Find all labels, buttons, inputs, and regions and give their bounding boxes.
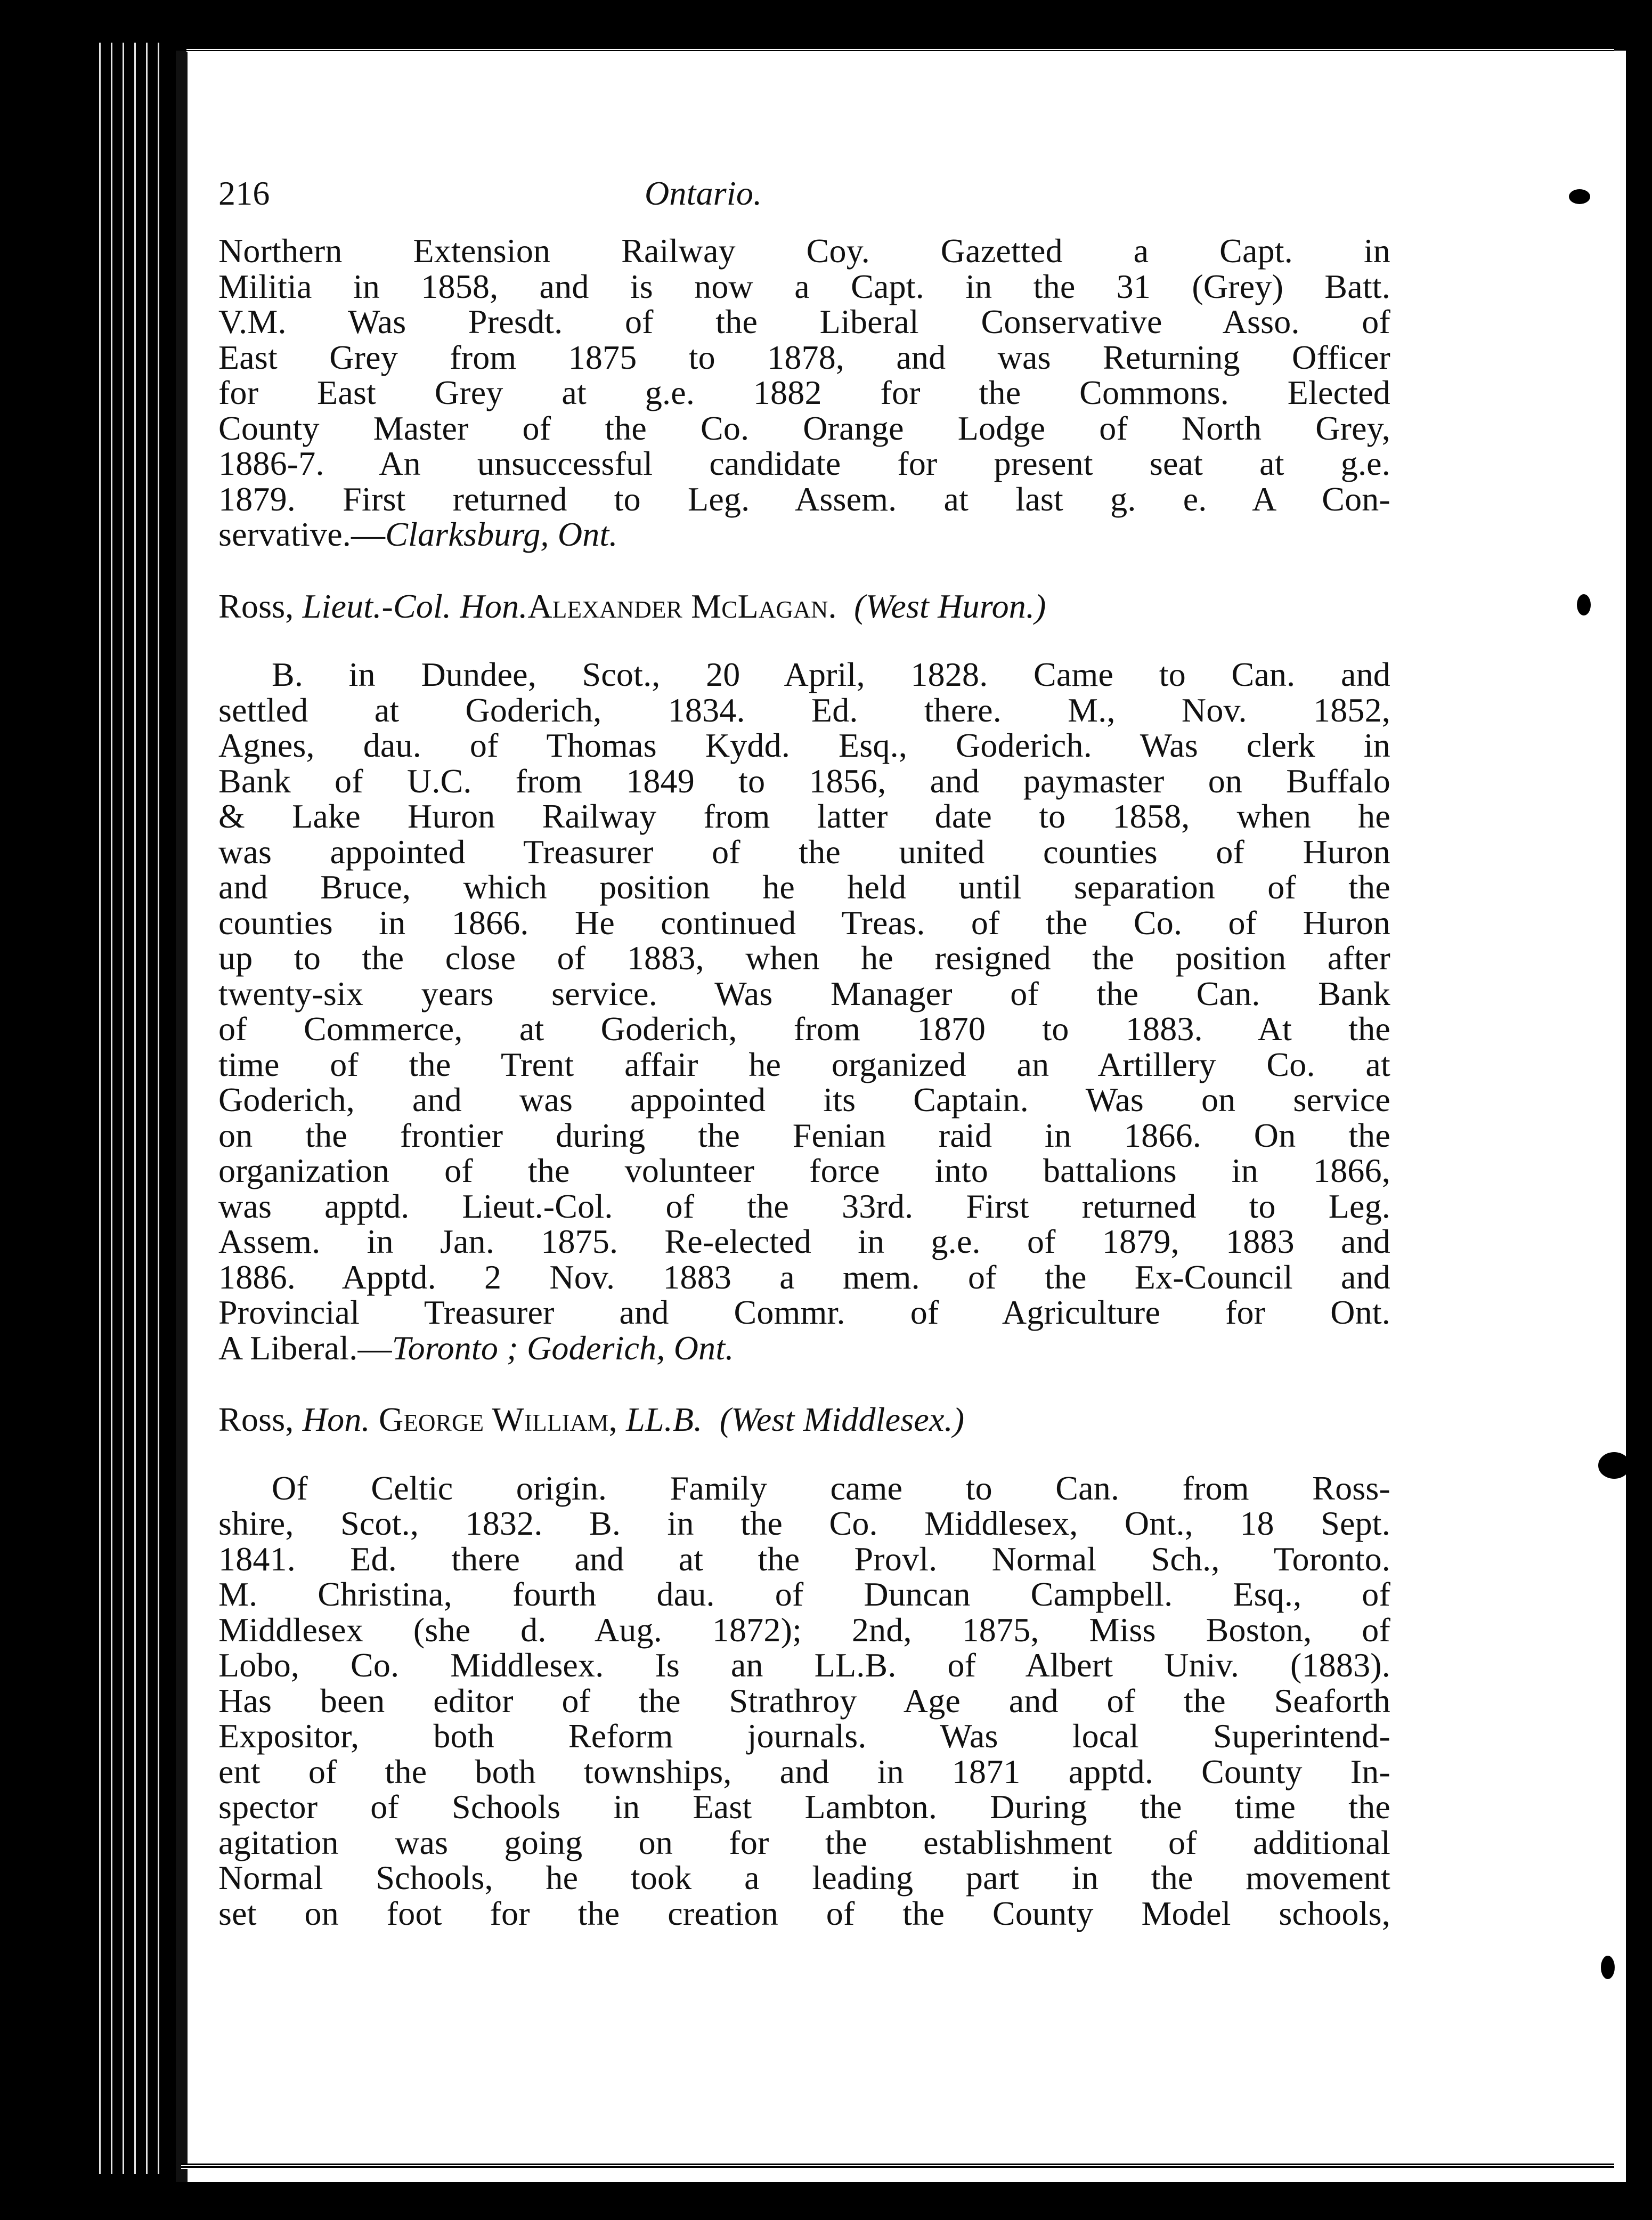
margin-mark-icon bbox=[1577, 594, 1591, 615]
degree: LL.B. bbox=[626, 1400, 703, 1438]
honorific: Lieut.-Col. Hon. bbox=[302, 587, 528, 625]
text-line bbox=[218, 517, 1390, 553]
text-line: B. in Dundee, Scot., 20 April, 1828. Came to Can. and bbox=[272, 655, 1390, 693]
text-line: M. Christina, fourth dau. of Duncan Campbell. Esq., of bbox=[218, 1575, 1390, 1613]
text-line: Northern Extension Railway Coy. Gazetted a Capt. in bbox=[218, 232, 1390, 270]
margin-mark-icon bbox=[1601, 1956, 1615, 1979]
entry-body-ross-george bbox=[218, 1471, 1390, 1932]
text-line: counties in 1866. He continued Treas. of the Co. of Huron bbox=[218, 903, 1390, 942]
text-line: up to the close of 1883, when he resigned the position after bbox=[218, 939, 1390, 977]
page-header bbox=[218, 176, 1390, 213]
page-text bbox=[218, 176, 1390, 1931]
running-head: Ontario. bbox=[645, 174, 762, 212]
bottom-rule bbox=[181, 2164, 1614, 2169]
text-line: County Master of the Co. Orange Lodge of North Grey, bbox=[218, 409, 1390, 447]
continuation-paragraph bbox=[218, 233, 1390, 553]
text-line: Assem. in Jan. 1875. Re-elected in g.e. of 1879, 1883 and bbox=[218, 1222, 1390, 1260]
text-line: of Commerce, at Goderich, from 1870 to 1883. At the bbox=[218, 1010, 1390, 1048]
entry-heading-ross-alexander bbox=[218, 589, 1390, 625]
text-line: settled at Goderich, 1834. Ed. there. M., Nov. 1852, bbox=[218, 691, 1390, 729]
text-line: & Lake Huron Railway from latter date to 1858, when he bbox=[218, 797, 1390, 835]
page-number: 216 bbox=[218, 174, 270, 212]
text-line: time of the Trent affair he organized an Artillery Co. at bbox=[218, 1045, 1390, 1083]
text-line: Lobo, Co. Middlesex. Is an LL.B. of Albert Univ. (1883). bbox=[218, 1646, 1390, 1684]
text-line: Militia in 1858, and is now a Capt. in the 31 (Grey) Batt. bbox=[218, 267, 1390, 305]
entry-heading-ross-george bbox=[218, 1402, 1390, 1438]
text-line: V.M. Was Presdt. of the Liberal Conservative Asso. of bbox=[218, 303, 1390, 341]
text-line: was appointed Treasurer of the united counties of Huron bbox=[218, 832, 1390, 871]
text-line: Provincial Treasurer and Commr. of Agriculture for Ont. bbox=[218, 1293, 1390, 1331]
text-line: on the frontier during the Fenian raid in 1866. On the bbox=[218, 1116, 1390, 1154]
text-line: Agnes, dau. of Thomas Kydd. Esq., Goderich. Was clerk in bbox=[218, 726, 1390, 764]
text-line: Middlesex (she d. Aug. 1872); 2nd, 1875, Miss Boston, of bbox=[218, 1610, 1390, 1649]
text-line: set on foot for the creation of the County Model schools, bbox=[218, 1894, 1390, 1932]
text-line: shire, Scot., 1832. B. in the Co. Middlesex, Ont., 18 Sept. bbox=[218, 1504, 1390, 1542]
text-line: Goderich, and was appointed its Captain. Was on service bbox=[218, 1081, 1390, 1119]
text-plain: servative.— bbox=[218, 515, 386, 553]
text-plain: A Liberal.— bbox=[218, 1328, 392, 1367]
text-line: 1886-7. An unsuccessful candidate for present seat at g.e. bbox=[218, 444, 1390, 482]
text-line: Of Celtic origin. Family came to Can. from Ross- bbox=[272, 1469, 1390, 1507]
text-line: spector of Schools in East Lambton. During the time the bbox=[218, 1788, 1390, 1826]
entry-body-ross-alexander bbox=[218, 657, 1390, 1366]
text-line: Normal Schools, he took a leading part in the movement bbox=[218, 1859, 1390, 1897]
text-line: Bank of U.C. from 1849 to 1856, and paymaster on Buffalo bbox=[218, 761, 1390, 800]
margin-mark-icon bbox=[1569, 189, 1590, 204]
text-line: and Bruce, which position he held until separation of the bbox=[218, 868, 1390, 906]
given-names: Alexander McLagan. bbox=[527, 587, 837, 625]
riding: (West Middlesex.) bbox=[719, 1400, 965, 1438]
honorific: Hon. bbox=[302, 1400, 370, 1438]
margin-mark-icon bbox=[1598, 1452, 1630, 1479]
top-rule bbox=[186, 48, 1614, 52]
text-line: was apptd. Lieut.-Col. of the 33rd. First returned to Leg. bbox=[218, 1187, 1390, 1225]
text-line: organization of the volunteer force into battalions in 1866, bbox=[218, 1152, 1390, 1189]
text-line: Expositor, both Reform journals. Was local Superintend- bbox=[218, 1717, 1390, 1755]
text-line: agitation was going on for the establishment of additional bbox=[218, 1823, 1390, 1861]
residence: Clarksburg, Ont. bbox=[385, 515, 618, 553]
text-line bbox=[218, 1328, 1390, 1367]
text-line: ent of the both townships, and in 1871 apptd. County In- bbox=[218, 1752, 1390, 1790]
surname: Ross, bbox=[218, 587, 294, 625]
text-line: East Grey from 1875 to 1878, and was Returning Officer bbox=[218, 338, 1390, 376]
given-names: George William, bbox=[378, 1400, 617, 1438]
riding: (West Huron.) bbox=[854, 587, 1046, 625]
surname: Ross, bbox=[218, 1400, 294, 1438]
text-line: 1879. First returned to Leg. Assem. at last g. e. A Con- bbox=[218, 480, 1390, 518]
text-line: for East Grey at g.e. 1882 for the Commons. Elected bbox=[218, 374, 1390, 411]
text-line: Has been editor of the Strathroy Age and of the Seaforth bbox=[218, 1681, 1390, 1720]
text-line: 1886. Apptd. 2 Nov. 1883 a mem. of the Ex-Council and bbox=[218, 1258, 1390, 1296]
text-line: twenty-six years service. Was Manager of the Can. Bank bbox=[218, 974, 1390, 1012]
scan-edge bbox=[96, 43, 165, 2174]
text-line: 1841. Ed. there and at the Provl. Normal Sch., Toronto. bbox=[218, 1540, 1390, 1578]
residence: Toronto ; Goderich, Ont. bbox=[392, 1328, 734, 1367]
